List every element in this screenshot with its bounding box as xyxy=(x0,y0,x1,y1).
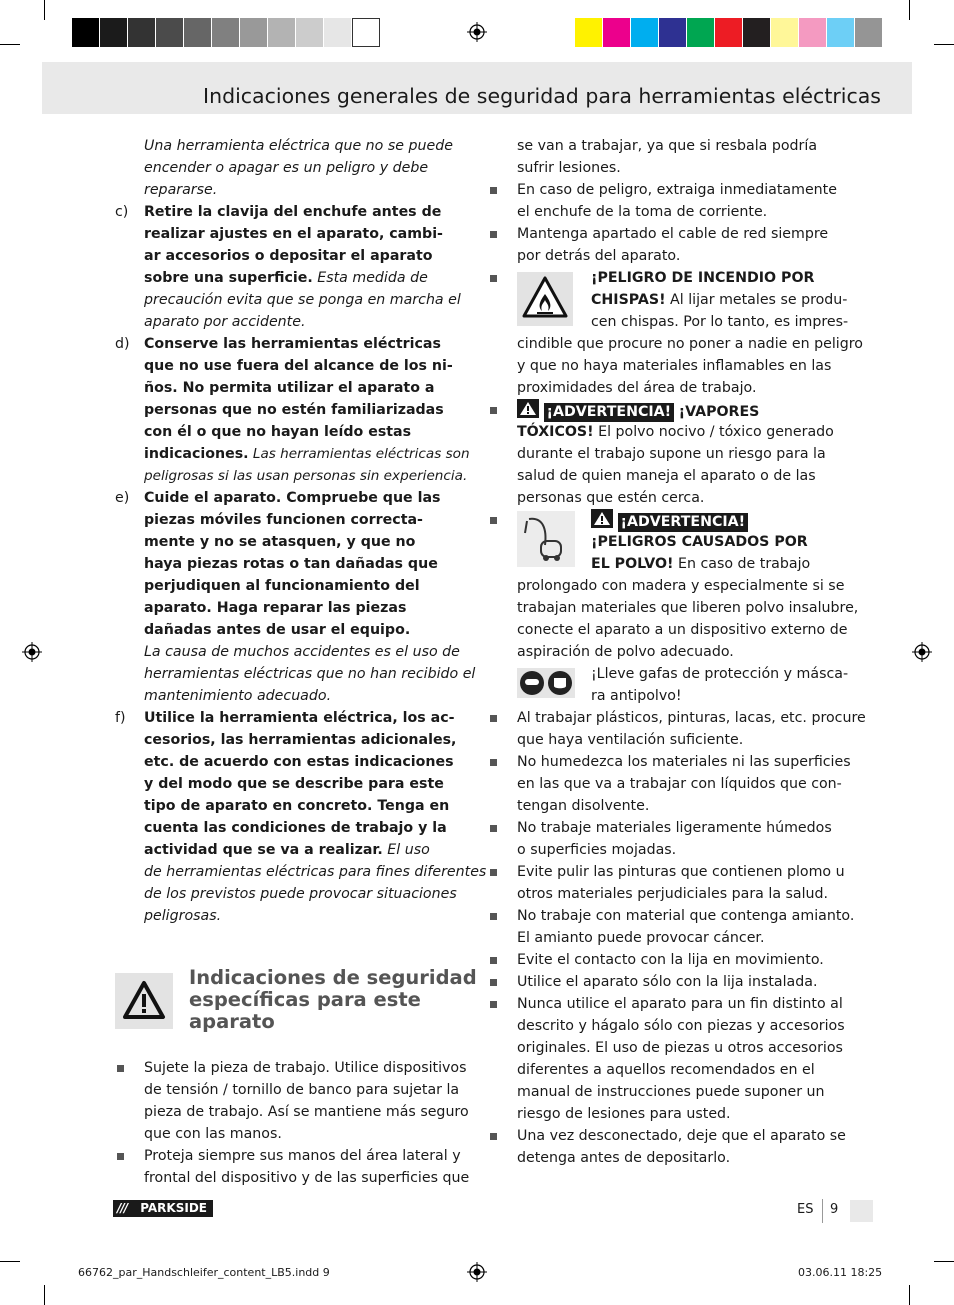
list-item: detenga antes de depositarlo. xyxy=(517,1150,731,1166)
color-swatch xyxy=(771,18,799,47)
item-text: de herramientas eléctricas para fines diferentes xyxy=(144,864,487,880)
bullet-icon xyxy=(490,913,497,920)
dust-warning-text: trabajan materiales que liberen polvo insalubre, xyxy=(517,600,859,616)
color-swatch xyxy=(827,18,855,47)
warning-triangle-icon xyxy=(517,399,539,418)
bullet-icon xyxy=(490,957,497,964)
parkside-logo: /// PARKSIDE xyxy=(113,1200,213,1217)
left-column xyxy=(0,135,487,1195)
intro-line: repararse. xyxy=(144,182,218,198)
process-color-bar xyxy=(575,18,883,47)
list-item: el enchufe de la toma de corriente. xyxy=(517,204,768,220)
bullet-icon xyxy=(490,231,497,238)
item-label: f) xyxy=(115,710,126,726)
list-item: Una vez desconectado, deje que el aparato se xyxy=(517,1128,846,1144)
bullet-icon xyxy=(490,979,497,986)
page-number: 9 xyxy=(830,1202,839,1217)
bullet-icon xyxy=(490,825,497,832)
color-swatch xyxy=(715,18,743,47)
list-item: otros materiales perjudiciales para la salud. xyxy=(517,886,829,902)
list-item: Al trabajar plásticos, pinturas, lacas, etc. procure xyxy=(517,710,866,726)
ppe-icons xyxy=(517,668,575,698)
footer-divider xyxy=(822,1199,823,1223)
item-text: mente y no se atasquen, y que no xyxy=(144,534,416,550)
color-swatch xyxy=(212,18,240,47)
item-text: ños. No permita utilizar el aparato a xyxy=(144,380,435,396)
item-text: peligrosas si las usan personas sin experiencia. xyxy=(144,468,468,484)
list-item: que haya ventilación suficiente. xyxy=(517,732,744,748)
list-item: Proteja siempre sus manos del área lateral y xyxy=(144,1148,461,1164)
list-item: No trabaje con material que contenga amianto. xyxy=(517,908,855,924)
item-text: actividad que se va a realizar. El uso xyxy=(144,842,430,858)
bullet-icon xyxy=(490,869,497,876)
list-item: que con las manos. xyxy=(144,1126,282,1142)
list-item: riesgo de lesiones para usted. xyxy=(517,1106,731,1122)
list-item: de tensión / tornillo de banco para sujetar la xyxy=(144,1082,460,1098)
item-text: y del modo que se describe para este xyxy=(144,776,444,792)
item-text: se van a trabajar, ya que si resbala podría xyxy=(517,138,818,154)
list-item-e xyxy=(0,487,477,509)
date-slug: 03.06.11 18:25 xyxy=(798,1266,883,1279)
color-swatch xyxy=(100,18,128,47)
color-swatch xyxy=(603,18,631,47)
color-swatch xyxy=(855,18,883,47)
list-item: manual de instrucciones puede suponer un xyxy=(517,1084,825,1100)
footer-tab xyxy=(850,1200,873,1222)
list-item: El amianto puede provocar cáncer. xyxy=(517,930,765,946)
item-text: tipo de aparato en concreto. Tenga en xyxy=(144,798,450,814)
item-text: precaución evita que se ponga en marcha el xyxy=(144,292,461,308)
vapors-warning-text: personas que estén cerca. xyxy=(517,490,705,506)
fire-warning-text: proximidades del área de trabajo. xyxy=(517,380,757,396)
bullet-icon xyxy=(490,187,497,194)
item-label: d) xyxy=(115,336,130,352)
bullet-icon xyxy=(490,407,497,414)
item-text: haya piezas rotas o tan dañadas que xyxy=(144,556,438,572)
list-item-c xyxy=(0,201,477,223)
color-swatch xyxy=(324,18,352,47)
gray-color-bar xyxy=(72,18,380,47)
fire-icon xyxy=(517,272,573,326)
color-swatch xyxy=(659,18,687,47)
fire-warning-text: cen chispas. Por lo tanto, es impres- xyxy=(591,314,849,330)
ppe-text: ¡Lleve gafas de protección y másca- xyxy=(591,666,849,682)
bullet-icon xyxy=(490,275,497,282)
vapors-warning-line: ¡ADVERTENCIA! ¡VAPORES xyxy=(517,399,887,421)
item-text: indicaciones. Las herramientas eléctricas son xyxy=(144,446,470,462)
color-swatch xyxy=(184,18,212,47)
fire-warning-text: y que no haya materiales inflamables en las xyxy=(517,358,832,374)
dust-warning-text: ¡PELIGROS CAUSADOS POR xyxy=(591,534,808,550)
bullet-icon xyxy=(490,517,497,524)
bullet-icon xyxy=(490,715,497,722)
list-item: No humedezca los materiales ni las superficies xyxy=(517,754,851,770)
item-text: Conserve las herramientas eléctricas xyxy=(144,336,441,352)
right-column xyxy=(487,135,887,1195)
item-text: personas que no estén familiarizadas xyxy=(144,402,444,418)
dust-warning-text: EL POLVO! En caso de trabajo xyxy=(591,556,811,572)
item-text: herramientas eléctricas que no han recibido el xyxy=(144,666,476,682)
item-text: Retire la clavija del enchufe antes de xyxy=(144,204,442,220)
list-item-d xyxy=(0,333,477,355)
dust-extraction-icon-box xyxy=(517,511,575,567)
vapors-warning-text: TÓXICOS! El polvo nocivo / tóxico generado xyxy=(517,424,834,440)
item-text: cesorios, las herramientas adicionales, xyxy=(144,732,457,748)
color-swatch xyxy=(268,18,296,47)
color-swatch xyxy=(575,18,603,47)
color-swatch xyxy=(296,18,324,47)
warning-triangle-icon xyxy=(591,509,613,528)
item-text: aparato. Haga reparar las piezas xyxy=(144,600,407,616)
item-text: peligrosas. xyxy=(144,908,222,924)
dust-warning-text: aspiración de polvo adecuado. xyxy=(517,644,734,660)
color-swatch xyxy=(799,18,827,47)
file-slug: 66762_par_Handschleifer_content_LB5.indd 9 xyxy=(78,1266,330,1279)
list-item: Nunca utilice el aparato para un fin distinto al xyxy=(517,996,843,1012)
list-item: No trabaje materiales ligeramente húmedos xyxy=(517,820,832,836)
list-item: descrito y hágalo sólo con piezas y accesorios xyxy=(517,1018,845,1034)
color-swatch xyxy=(72,18,100,47)
list-item: Sujete la pieza de trabajo. Utilice dispositivos xyxy=(144,1060,467,1076)
item-text: sobre una superficie. Esta medida de xyxy=(144,270,428,286)
list-item: diferentes a aquellos recomendados en el xyxy=(517,1062,815,1078)
color-swatch xyxy=(687,18,715,47)
warning-triangle-icon xyxy=(115,973,173,1029)
advertencia-badge: ¡ADVERTENCIA! xyxy=(618,513,749,532)
list-item: Utilice el aparato sólo con la lija instalada. xyxy=(517,974,818,990)
item-text: La causa de muchos accidentes es el uso de xyxy=(144,644,460,660)
color-swatch xyxy=(240,18,268,47)
color-swatch xyxy=(631,18,659,47)
bullet-icon xyxy=(490,759,497,766)
item-text: sufrir lesiones. xyxy=(517,160,621,176)
item-text: ar accesorios o depositar el aparato xyxy=(144,248,433,264)
list-item-f xyxy=(0,707,477,729)
fire-warning-text: CHISPAS! Al lijar metales se produ- xyxy=(591,292,848,308)
bullet-icon xyxy=(490,1133,497,1140)
item-label: c) xyxy=(115,204,129,220)
list-item: En caso de peligro, extraiga inmediatamente xyxy=(517,182,837,198)
item-text: de los previstos puede provocar situaciones xyxy=(144,886,457,902)
section-heading: Indicaciones de seguridad específicas para este aparato xyxy=(189,966,477,1033)
list-item: por detrás del aparato. xyxy=(517,248,681,264)
dust-warning-text: prolongado con madera y especialmente si se xyxy=(517,578,845,594)
color-swatch xyxy=(743,18,771,47)
item-label: e) xyxy=(115,490,130,506)
warning-icon-box xyxy=(115,973,173,1029)
list-item: Mantenga apartado el cable de red siempre xyxy=(517,226,829,242)
color-swatch xyxy=(352,18,380,47)
goggles-mask-icon xyxy=(517,668,575,698)
intro-line: encender o apagar es un peligro y debe xyxy=(144,160,429,176)
item-text: dañadas antes de usar el equipo. xyxy=(144,622,411,638)
item-text: cuenta las condiciones de trabajo y la xyxy=(144,820,447,836)
list-item: en las que va a trabajar con líquidos que con- xyxy=(517,776,842,792)
bullet-icon xyxy=(117,1153,124,1160)
color-swatch xyxy=(156,18,184,47)
list-item: o superficies mojadas. xyxy=(517,842,677,858)
fire-warning-text: cindible que procure no poner a nadie en peligro xyxy=(517,336,863,352)
page-title: Indicaciones generales de seguridad para herramientas eléctricas xyxy=(203,84,881,108)
intro-line: Una herramienta eléctrica que no se puede xyxy=(144,138,453,154)
list-item: originales. El uso de piezas u otros accesorios xyxy=(517,1040,843,1056)
fire-warning-text: ¡PELIGRO DE INCENDIO POR xyxy=(591,270,815,286)
list-item: frontal del dispositivo y de las superficies que xyxy=(144,1170,470,1186)
registration-mark-icon xyxy=(912,642,932,662)
dust-warning-text: conecte el aparato a un dispositivo externo de xyxy=(517,622,848,638)
fire-hazard-icon-box xyxy=(517,272,573,326)
list-item: tengan disolvente. xyxy=(517,798,650,814)
bullet-icon xyxy=(490,1001,497,1008)
item-text: aparato por accidente. xyxy=(144,314,306,330)
list-item: pieza de trabajo. Así se mantiene más seguro xyxy=(144,1104,469,1120)
item-text: piezas móviles funcionen correcta- xyxy=(144,512,423,528)
item-text: Utilice la herramienta eléctrica, los ac- xyxy=(144,710,455,726)
list-item: Evite el contacto con la lija en movimiento. xyxy=(517,952,824,968)
item-text: etc. de acuerdo con estas indicaciones xyxy=(144,754,454,770)
item-text: realizar ajustes en el aparato, cambi- xyxy=(144,226,443,242)
color-swatch xyxy=(128,18,156,47)
language-code: ES xyxy=(797,1202,814,1217)
item-text: Cuide el aparato. Compruebe que las xyxy=(144,490,441,506)
registration-mark-icon xyxy=(467,22,487,42)
bullet-icon xyxy=(117,1065,124,1072)
item-text: mantenimiento adecuado. xyxy=(144,688,332,704)
ppe-text: ra antipolvo! xyxy=(591,688,682,704)
registration-mark-icon xyxy=(467,1262,487,1282)
vapors-warning-text: durante el trabajo supone un riesgo para la xyxy=(517,446,826,462)
item-text: con él o que no hayan leído estas xyxy=(144,424,412,440)
vacuum-cleaner-icon xyxy=(517,511,575,567)
list-item: Evite pulir las pinturas que contienen plomo u xyxy=(517,864,845,880)
item-text: perjudiquen al funcionamiento del xyxy=(144,578,420,594)
item-text: que no use fuera del alcance de los ni- xyxy=(144,358,453,374)
advertencia-badge: ¡ADVERTENCIA! xyxy=(544,403,675,422)
dust-warning-line xyxy=(591,509,887,531)
vapors-warning-text: salud de quien maneja el aparato o de las xyxy=(517,468,816,484)
